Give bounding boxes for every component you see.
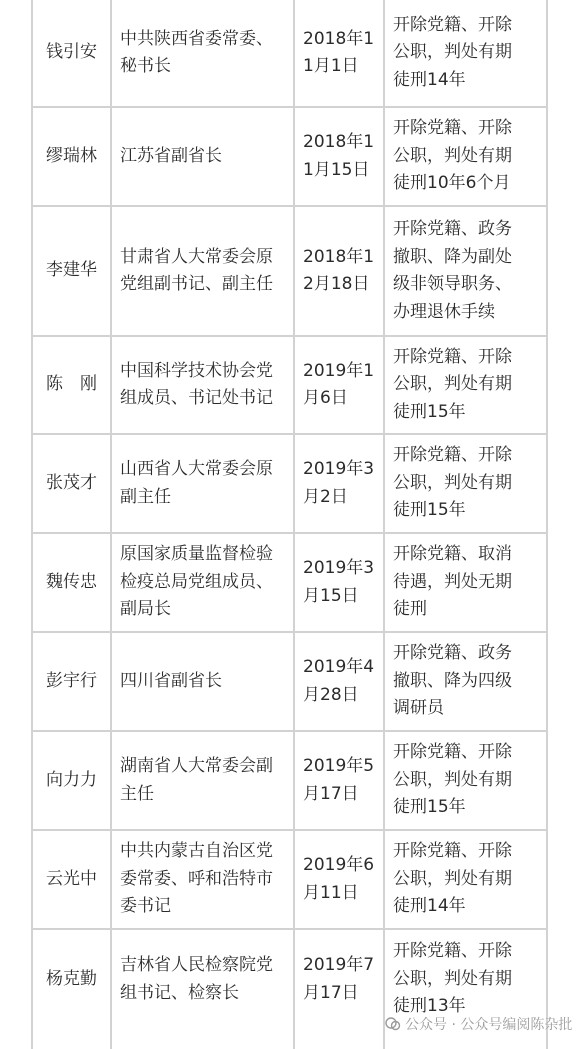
investigation-date: 2019年1 月6日: [303, 360, 375, 408]
investigation-date: 2019年3 月2日: [303, 459, 375, 507]
table-row: [0, 108, 580, 205]
official-position: 山西省人大常委会原 副主任: [120, 459, 273, 507]
official-name: 张茂才: [46, 472, 97, 493]
investigation-date: 2019年6 月11日: [303, 855, 375, 903]
investigation-date: 2019年3 月15日: [303, 558, 375, 606]
penalty: 开除党籍、政务 撤职、降为四级 调研员: [393, 643, 512, 719]
penalty: 开除党籍、开除 公职，判处有期 徒刑10年6个月: [393, 118, 512, 194]
table-row: [0, 0, 580, 106]
official-position: 四川省副省长: [120, 670, 222, 691]
official-position: 中共内蒙古自治区党 委常委、呼和浩特市 委书记: [120, 841, 273, 917]
penalty: 开除党籍、开除 公职，判处有期 徒刑15年: [393, 742, 512, 818]
table-row: [0, 534, 580, 631]
official-name: 云光中: [46, 868, 97, 889]
official-position: 湖南省人大常委会副 主任: [120, 756, 273, 804]
table-row: [0, 732, 580, 829]
official-name: 向力力: [46, 769, 97, 790]
penalty: 开除党籍、开除 公职，判处有期 徒刑15年: [393, 445, 512, 521]
investigation-date: 2019年7 月17日: [303, 955, 375, 1003]
official-name: 钱引安: [46, 42, 97, 63]
official-name: 魏传忠: [46, 571, 97, 592]
official-name: 李建华: [46, 260, 97, 281]
official-name: 陈 刚: [46, 374, 97, 395]
investigation-date: 2018年1 1月1日: [303, 28, 375, 76]
penalty: 开除党籍、开除 公职，判处有期 徒刑15年: [393, 346, 512, 422]
investigation-date: 2019年5 月17日: [303, 756, 375, 804]
official-name: 缪瑞林: [46, 145, 97, 166]
investigation-date: 2018年1 2月18日: [303, 246, 375, 294]
penalty: 开除党籍、开除 公职，判处有期 徒刑14年: [393, 841, 512, 917]
official-position: 中国科学技术协会党 组成员、书记处书记: [120, 360, 273, 408]
official-position: 甘肃省人大常委会原 党组副书记、副主任: [120, 246, 273, 294]
table-row: [0, 633, 580, 730]
table-row: [0, 435, 580, 532]
penalty: 开除党籍、开除 公职，判处有期 徒刑13年: [393, 941, 512, 1017]
watermark: [385, 1014, 572, 1034]
official-name: 杨克勤: [46, 968, 97, 989]
official-position: 原国家质量监督检验 检疫总局党组成员、 副局长: [120, 544, 273, 620]
investigation-date: 2018年1 1月15日: [303, 132, 375, 180]
penalty: 开除党籍、取消 待遇，判处无期 徒刑: [393, 544, 512, 620]
official-position: 吉林省人民检察院党 组书记、检察长: [120, 955, 273, 1003]
table-row: [0, 831, 580, 928]
official-name: 彭宇行: [46, 670, 97, 691]
penalty: 开除党籍、开除 公职，判处有期 徒刑14年: [393, 14, 512, 90]
penalty: 开除党籍、政务 撤职、降为副处 级非领导职务、 办理退休手续: [393, 219, 512, 322]
wechat-icon: [385, 1016, 401, 1032]
table-row: [0, 337, 580, 433]
table-row: [0, 207, 580, 335]
official-position: 中共陕西省委常委、 秘书长: [120, 28, 273, 76]
official-position: 江苏省副省长: [120, 145, 222, 166]
investigation-date: 2019年4 月28日: [303, 657, 375, 705]
watermark-text: 公众号 · 公众号编阅陈杂批: [405, 1017, 573, 1033]
